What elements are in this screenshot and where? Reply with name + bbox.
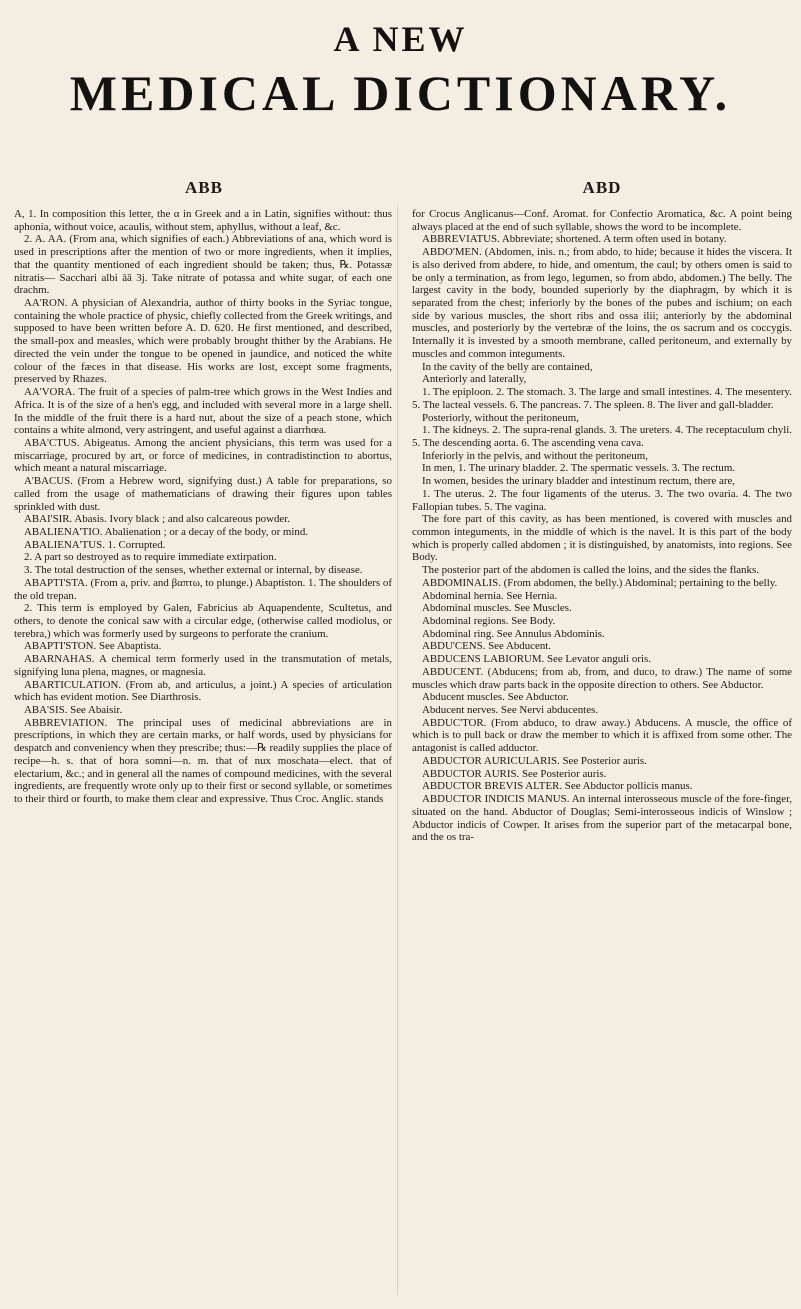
dictionary-entry: Abdominal ring. See Annulus Abdominis.	[422, 627, 605, 640]
dictionary-entry: 1. The epiploon. 2. The stomach. 3. The large and small intestines. 4. The mesentery. 5. The lacteal vessels. 6. The pancreas. 7. The spleen. 8. The liver and gall-bladder.	[412, 386, 792, 411]
dictionary-entry: for Crocus Anglicanus—Conf. Aromat. for Confectio Aromatica, &c. A point being always placed at the end of such syllable, shows the word to be incomplete.	[412, 208, 792, 233]
dictionary-entry: Posteriorly, without the peritoneum,	[422, 411, 579, 424]
dictionary-entry: Abdominal regions. See Body.	[422, 615, 556, 627]
column-divider	[397, 205, 398, 1295]
dictionary-entry: ABBREVIATUS. Abbreviate; shortened. A term often used in botany.	[422, 233, 727, 246]
dictionary-entry: ABARTICULATION. (From ab, and articulus, a joint.) A species of articulation which has evident motion. See Diarthrosis.	[14, 678, 392, 704]
dictionary-entry: AA'VORA. The fruit of a species of palm-tree which grows in the West Indies and Africa. It is of the size of a hen's egg, and included with several more in a large shell. In the middle of the fruit there is a hard nut, about the size of a peach stone, which contains a white almond, very astringent, and useful against a diarrhœa.	[14, 386, 392, 437]
dictionary-entry: ABA'CTUS. Abigeatus. Among the ancient physicians, this term was used for a miscarriage, procured by art, or force of medicines, in contradistinction to abortus, which meant a natural miscarriage.	[14, 436, 392, 475]
dictionary-entry: In men, 1. The urinary bladder. 2. The spermatic vessels. 3. The rectum.	[422, 462, 736, 475]
dictionary-entry: ABA'SIS. See Abaisir.	[24, 704, 123, 717]
dictionary-entry: 2. A. AA. (From ana, which signifies of each.) Abbreviations of ana, which word is used in prescriptions after the mention of two or more ingredients, when it implies, that the quantity mentioned of each ingredient should be taken; thus, ℞. Potassæ nitratis— Sacchari albi āā 3j. Take nitrate of potassa and white sugar, of each one drachm.	[14, 233, 392, 297]
dictionary-entry: Abdominal hernia. See Hernia.	[422, 589, 558, 602]
dictionary-entry: Abducent muscles. See Abductor.	[422, 691, 569, 704]
dictionary-entry: 2. A part so destroyed as to require immediate extirpation.	[24, 551, 277, 564]
dictionary-entry: ABDUCENS LABIORUM. See Levator anguli oris.	[422, 653, 651, 666]
left-running-header: ABB	[185, 178, 223, 197]
dictionary-entry: ABDOMINALIS. (From abdomen, the belly.) Abdominal; pertaining to the belly.	[422, 576, 778, 589]
dictionary-entry: ABDUCTOR AURIS. See Posterior auris.	[422, 767, 607, 780]
dictionary-entry: ABALIENA'TIO. Abalienation ; or a decay of the body, or mind.	[24, 525, 309, 538]
dictionary-entry: ABDO'MEN. (Abdomen, inis. n.; from abdo, to hide; because it hides the viscera. It is also derived from abdere, to hide, and omentum, the caul; by others omen is said to be only a termination, as from lego, legumen, so from abdo, abdomen.) The belly. The largest cavity in the body, bounded superiorly by the diaphragm, by which it is separated from the chest; inferiorly by the bones of the pubes and ischium; on each side by various muscles, the short ribs and ossa ilii; anteriorly by the abdominal muscles, and posteriorly by the vertebræ of the loins, the os sacrum and os coccygis. Internally it is invested by a smooth membrane, called peritoneum, and externally by muscles and common integuments.	[412, 246, 792, 360]
dictionary-entry: Abducent nerves. See Nervi abducentes.	[422, 704, 598, 717]
dictionary-entry: ABDUCTOR AURICULARIS. See Posterior auris.	[422, 754, 647, 767]
dictionary-entry: The fore part of this cavity, as has been mentioned, is covered with muscles and common integuments, in the middle of which is the navel. It is this part of the body which is properly called abdomen ; it is distinguished, by anatomists, into regions. See Body.	[412, 513, 792, 564]
dictionary-entry: A'BACUS. (From a Hebrew word, signifying dust.) A table for preparations, so called from the usage of mathematicians of drawing their figures upon tables sprinkled with dust.	[14, 475, 392, 513]
dictionary-entry: Inferiorly in the pelvis, and without the peritoneum,	[422, 449, 648, 462]
left-column	[14, 208, 392, 1298]
dictionary-entry: ABBREVIATION. The principal uses of medicinal abbreviations are in prescriptions, in which they are certain marks, or half words, used by physicians for despatch and conveniency when they prescribe; thus:—℞ readily supplies the place of recipe—h. s. that of hora somni—n. m. that of nux moschata—elect. that of electarium, &c.; and in general all the names of compound medicines, with the several ingredients, are frequently wrote only up to their first or second syllable, or sometimes to their third or fourth, to make them clear and expressive. Thus Croc. Anglic. stands	[14, 716, 392, 806]
page-title-line-2: MEDICAL DICTIONARY.	[69, 65, 732, 121]
right-running-header: ABD	[582, 178, 622, 197]
right-column	[412, 208, 792, 1298]
dictionary-entry: The posterior part of the abdomen is called the loins, and the sides the flanks.	[422, 564, 759, 577]
page-title-line-1: A NEW	[333, 19, 468, 59]
dictionary-entry: ABALIENA'TUS. 1. Corrupted.	[24, 538, 166, 551]
dictionary-entry: ABAPTI'STON. See Abaptista.	[24, 640, 162, 653]
dictionary-entry: ABDUCTOR INDICIS MANUS. An internal interosseous muscle of the fore-finger, situated on the hand. Abductor of Douglas; Semi-interosseous indicis of Winslow ; Abductor indicis of Cowper. It arises from the superior part of the metacarpal bone, and the os tra-	[412, 793, 792, 844]
dictionary-entry: Abdominal muscles. See Muscles.	[422, 602, 572, 615]
dictionary-entry: AA'RON. A physician of Alexandria, author of thirty books in the Syriac tongue, containing the whole practice of physic, chiefly collected from the Greek writings, and supposed to have been written before A. D. 620. He first mentioned, and described, the small-pox and measles, which were probably brought thither by the Arabians. He directed the vein under the tongue to be opened in jaundice, and noticed the white colour of the fæces in that disease. His works are lost, except some fragments, preserved by Rhazes.	[14, 297, 392, 386]
dictionary-entry: ABAI'SIR. Abasis. Ivory black ; and also calcareous powder.	[24, 513, 291, 526]
dictionary-entry: In the cavity of the belly are contained,	[422, 360, 593, 373]
dictionary-entry: ABDUCTOR BREVIS ALTER. See Abductor pollicis manus.	[422, 780, 693, 793]
dictionary-entry: ABAPTI'STA. (From a, priv. and βαπτω, to plunge.) Abaptiston. 1. The shoulders of the old trepan.	[14, 576, 392, 602]
dictionary-entry: In women, besides the urinary bladder and intestinum rectum, there are,	[422, 475, 735, 488]
dictionary-entry: 1. The kidneys. 2. The supra-renal glands. 3. The ureters. 4. The receptaculum chyli. 5. The descending aorta. 6. The ascending vena cava.	[412, 424, 792, 449]
dictionary-entry: ABDU'CENS. See Abducent.	[422, 640, 552, 653]
dictionary-entry: ABDUC'TOR. (From abduco, to draw away.) Abducens. A muscle, the office of which is to pull back or draw the member to which it is affixed from some other. The antagonist is called adductor.	[412, 716, 792, 755]
dictionary-entry: A, 1. In composition this letter, the α in Greek and a in Latin, signifies without: thus aphonia, without voice, acaulis, without stem, aphyllus, without a leaf, &c.	[14, 208, 392, 233]
dictionary-entry: 3. The total destruction of the senses, whether external or internal, by disease.	[24, 564, 363, 577]
dictionary-entry: 1. The uterus. 2. The four ligaments of the uterus. 3. The two ovaria. 4. The two Fallopian tubes. 5. The vagina.	[412, 487, 792, 513]
dictionary-entry: Anteriorly and laterally,	[422, 373, 527, 386]
dictionary-entry: ABDUCENT. (Abducens; from ab, from, and duco, to draw.) The name of some muscles which draw parts back in the opposite direction to others. See Abductor.	[412, 665, 792, 691]
dictionary-entry: ABARNAHAS. A chemical term formerly used in the transmutation of metals, signifying luna plena, magnes, or magnesia.	[14, 653, 392, 678]
dictionary-entry: 2. This term is employed by Galen, Fabricius ab Aquapendente, Scultetus, and others, to denote the conical saw with a circular edge, (otherwise called modiolus, or terebra,) which was formerly used by surgeons to perforate the cranium.	[14, 602, 392, 640]
